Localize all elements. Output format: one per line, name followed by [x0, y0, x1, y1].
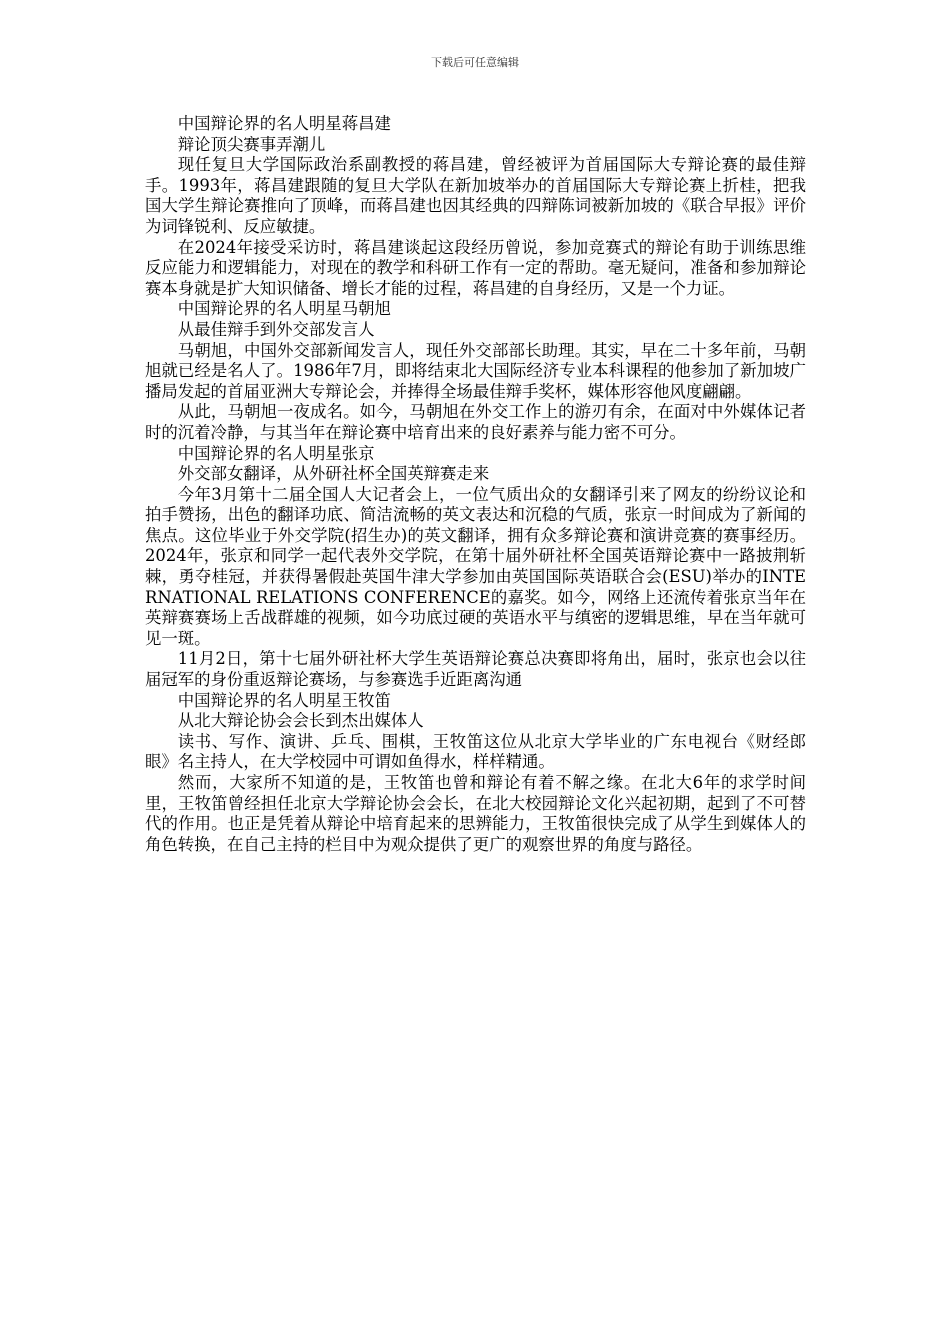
body-paragraph: 从此，马朝旭一夜成名。如今，马朝旭在外交工作上的游刃有余，在面对中外媒体记者时的沉着冷静，与其当年在辩论赛中培育出来的良好素养与能力密不可分。 — [145, 402, 806, 442]
body-paragraph: 然而，大家所不知道的是，王牧笛也曾和辩论有着不解之缘。在北大6年的求学时间里，王牧笛曾经担任北京大学辩论协会会长，在北大校园辩论文化兴起初期，起到了不可替代的作用。也正是凭着从辩论中培育起来的思辨能力，王牧笛很快完成了从学生到媒体人的角色转换，在自己主持的栏目中为观众提供了更广的观察世界的角度与路径。 — [145, 773, 806, 854]
section-subtitle-jiang: 辩论顶尖赛事弄潮儿 — [177, 134, 326, 154]
section-subtitle-zhang: 外交部女翻译，从外研社杯全国英辩赛走来 — [177, 464, 490, 484]
body-paragraph: 读书、写作、演讲、乒乓、围棋，王牧笛这位从北京大学毕业的广东电视台《财经郎眼》名主持人，在大学校园中可谓如鱼得水，样样精通。 — [145, 731, 806, 772]
section-title-ma: 中国辩论界的名人明星马朝旭 — [177, 299, 391, 319]
section-title-jiang: 中国辩论界的名人明星蒋昌建 — [177, 114, 391, 133]
page-header-note: 下载后可任意编辑 — [431, 56, 519, 69]
document-body — [145, 114, 806, 855]
body-paragraph: 马朝旭，中国外交部新闻发言人，现任外交部部长助理。其实，早在二十多年前，马朝旭就已经是名人了。1986年7月，即将结束北大国际经济专业本科课程的他参加了新加坡广播局发起的首届亚洲大专辩论会，并捧得全场最佳辩手奖杯，媒体形容他风度翩翩。 — [145, 340, 806, 401]
section-subtitle-wang: 从北大辩论协会会长到杰出媒体人 — [177, 711, 424, 731]
section-title-wang: 中国辩论界的名人明星王牧笛 — [177, 690, 391, 710]
body-paragraph: 现任复旦大学国际政治系副教授的蒋昌建，曾经被评为首届国际大专辩论赛的最佳辩手。1993年，蒋昌建跟随的复旦大学队在新加坡举办的首届国际大专辩论赛上折桂，把我国大学生辩论赛推向了顶峰，而蒋昌建也因其经典的四辩陈词被新加坡的《联合早报》评价为词锋锐利、反应敏捷。 — [145, 155, 806, 236]
body-paragraph: 11月2日，第十七届外研社杯大学生英语辩论赛总决赛即将角出，届时，张京也会以往届冠军的身份重返辩论赛场，与参赛选手近距离沟通 — [145, 649, 806, 690]
section-title-zhang: 中国辩论界的名人明星张京 — [177, 443, 375, 463]
section-subtitle-ma: 从最佳辩手到外交部发言人 — [177, 319, 375, 339]
body-paragraph: 在2024年接受采访时，蒋昌建谈起这段经历曾说，参加竞赛式的辩论有助于训练思维反应能力和逻辑能力，对现在的教学和科研工作有一定的帮助。毫无疑问，准备和参加辩论赛本身就是扩大知识储备、增长才能的过程，蒋昌建的自身经历，又是一个力证。 — [145, 237, 806, 298]
body-paragraph: 今年3月第十二届全国人大记者会上，一位气质出众的女翻译引来了网友的纷纷议论和拍手赞扬，出色的翻译功底、简洁流畅的英文表达和沉稳的气质，张京一时间成为了新闻的焦点。这位毕业于外交学院(招生办)的英文翻译，拥有众多辩论赛和演讲竞赛的赛事经历。2024年，张京和同学一起代表外交学院，在第十届外研社杯全国英语辩论赛中一路披荆斩棘，勇夺桂冠，并获得暑假赴英国牛津大学参加由英国国际英语联合会(ESU)举办的INTERNATIONAL RELATIONS CONFERENCE的嘉奖。如今，网络上还流传着张京当年在英辩赛赛场上舌战群雄的视频，如今功底过硬的英语水平与缜密的逻辑思维，早在当年就可见一斑。 — [145, 484, 806, 648]
